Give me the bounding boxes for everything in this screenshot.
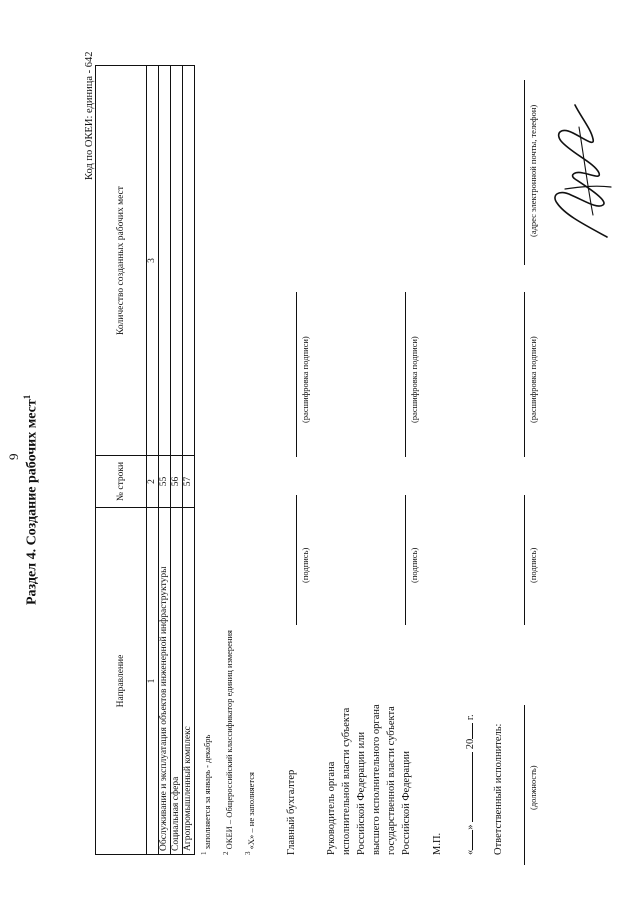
column-number: 1 xyxy=(147,508,159,855)
head-label-line: Российской Федерации xyxy=(401,751,412,855)
head-label-line: исполнительной власти субъекта xyxy=(341,707,352,855)
chief-accountant-label: Главный бухгалтер xyxy=(286,769,297,855)
column-number: 3 xyxy=(147,66,159,456)
head-label-line: Руководитель органа xyxy=(326,761,337,855)
date-quote-open: « xyxy=(465,849,476,855)
position-line xyxy=(524,705,525,865)
footnote-mark: 2 xyxy=(222,851,230,855)
section-title xyxy=(22,395,41,605)
stamp-label: М.П. xyxy=(432,832,443,855)
signature-caption: (подпись) xyxy=(409,547,419,583)
signature-caption: (подпись) xyxy=(528,547,538,583)
header-jobs-count: Количество созданных рабочих мест xyxy=(96,66,147,456)
cell-jobs-count[interactable] xyxy=(171,66,183,456)
footnote-text: ОКЕИ – Общероссийский классификатор единиц измерения xyxy=(223,630,234,850)
date-year-prefix: 20 xyxy=(465,738,476,750)
contacts-caption: (адрес электронной почты, телефон) xyxy=(528,104,538,237)
decoding-caption: (расшифровка подписи) xyxy=(300,336,310,423)
head-label-line: Российской Федерации или xyxy=(356,731,367,855)
footnote-mark: 3 xyxy=(244,851,252,855)
table-column-numbers-row xyxy=(147,66,159,855)
footnote-2 xyxy=(222,630,234,855)
decoding-line xyxy=(405,292,406,457)
footnote-mark: 1 xyxy=(200,851,208,855)
cell-line-number: 55 xyxy=(159,456,171,508)
date-year-blank[interactable] xyxy=(472,723,473,739)
cell-direction: Агропромышленный комплекс xyxy=(183,508,195,855)
position-caption: (должность) xyxy=(528,765,538,810)
handwritten-signature xyxy=(545,100,625,245)
contacts-line xyxy=(524,80,525,265)
footnote-text: заполняется за январь - декабрь xyxy=(201,734,212,850)
cell-jobs-count[interactable] xyxy=(183,66,195,456)
footnote-3 xyxy=(244,772,256,855)
footnote-text: «Х» – не заполняется xyxy=(245,772,256,850)
jobs-table xyxy=(95,65,195,855)
date-suffix: г. xyxy=(465,714,476,721)
cell-direction: Обслуживание и эксплуатация объектов инженерной инфраструктуры xyxy=(159,508,171,855)
section-title-footnote-mark: 1 xyxy=(22,394,32,400)
signature-line xyxy=(296,495,297,625)
date-day-blank[interactable] xyxy=(472,830,473,850)
date-month-blank[interactable] xyxy=(472,752,473,822)
header-line-number: № строки xyxy=(96,456,147,508)
signature-line xyxy=(524,495,525,625)
head-label-line: государственной власти субъекта xyxy=(386,706,397,855)
header-direction: Направление xyxy=(96,508,147,855)
cell-line-number: 57 xyxy=(183,456,195,508)
signature-caption: (подпись) xyxy=(300,547,310,583)
column-number: 2 xyxy=(147,456,159,508)
table-row xyxy=(183,66,195,855)
responsible-label: Ответственный исполнитель: xyxy=(493,723,504,855)
decoding-line xyxy=(296,292,297,457)
table-header-row xyxy=(96,66,147,855)
cell-direction: Социальная сфера xyxy=(171,508,183,855)
footnote-1 xyxy=(200,735,212,855)
table-row xyxy=(159,66,171,855)
decoding-line xyxy=(524,292,525,457)
table-row xyxy=(171,66,183,855)
date-quote-close: » xyxy=(465,824,476,830)
signature-line xyxy=(405,495,406,625)
head-label xyxy=(324,704,414,855)
cell-line-number: 56 xyxy=(171,456,183,508)
date-field xyxy=(465,714,476,855)
okei-code: Код по ОКЕИ: единица - 642 xyxy=(84,51,95,180)
decoding-caption: (расшифровка подписи) xyxy=(528,336,538,423)
page-number: 9 xyxy=(6,453,21,460)
section-title-text: Раздел 4. Создание рабочих мест xyxy=(24,399,40,605)
decoding-caption: (расшифровка подписи) xyxy=(409,336,419,423)
head-label-line: высшего исполнительного органа xyxy=(371,704,382,855)
cell-jobs-count[interactable] xyxy=(159,66,171,456)
